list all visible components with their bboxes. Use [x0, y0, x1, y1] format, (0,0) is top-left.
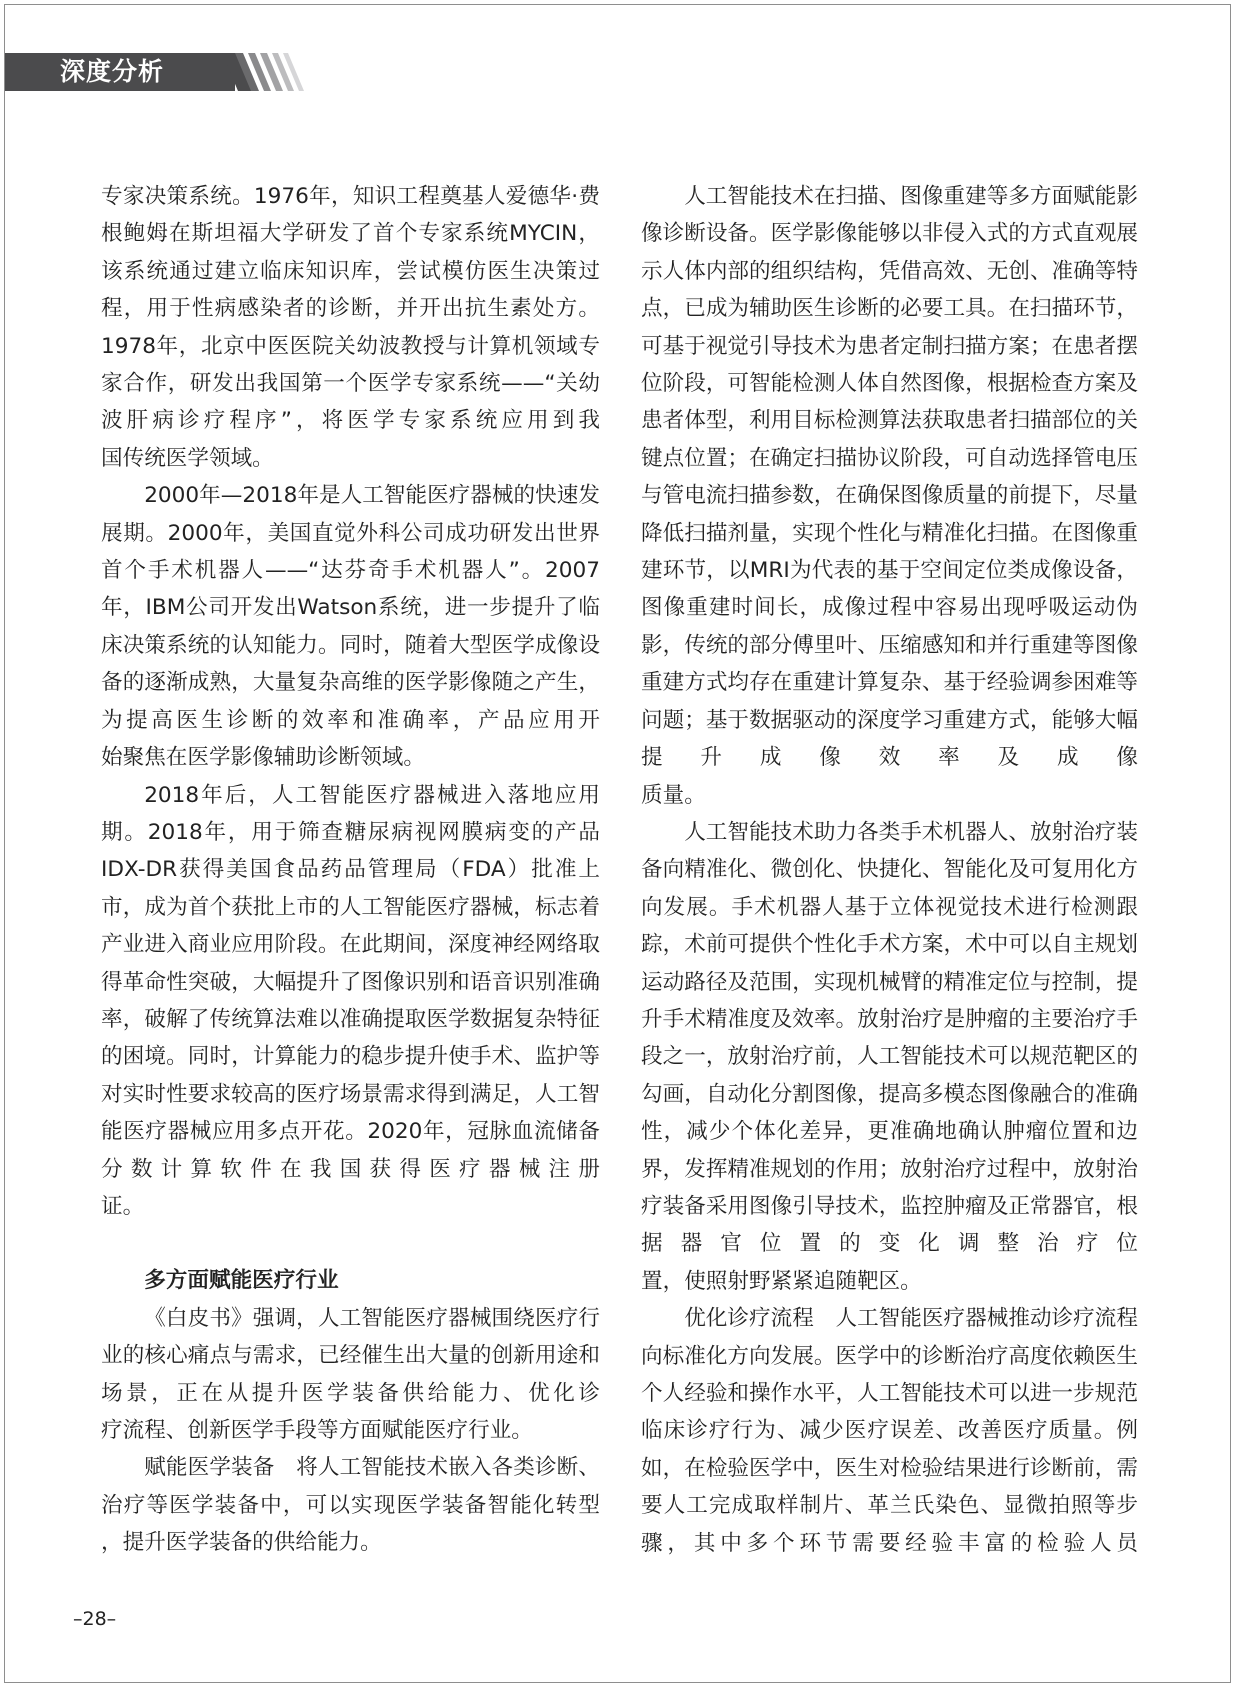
- section-heading: 多方面赋能医疗行业: [144, 1268, 339, 1294]
- text-line: 生个人经验和操作水平，人工智能技术可以进一步: [641, 1343, 1138, 1406]
- text-line: 化方向发展。手术机器人基于立体视觉技术进行检: [641, 857, 1138, 920]
- text-line: 生，为提高医生诊断的效率和准确率，产品应用开: [101, 670, 600, 733]
- text-line: 置，使照射野紧紧追随靶区。: [641, 1268, 922, 1294]
- text-line: 主要治疗手段之一，放射治疗前，人工智能技术可: [641, 1006, 1138, 1070]
- text-line: 质量的前提下，尽量降低扫描剂量，实现个性化与: [641, 483, 1138, 546]
- text-line: 国传统医学领域。: [101, 445, 274, 471]
- paragraph-5-end: [101, 1524, 600, 1561]
- text-line: 途和场景，正在从提升医学装备供给能力、优化诊: [101, 1343, 600, 1406]
- text-line: 杂特征的困境。同时，计算能力的稳步提升使手术: [101, 1006, 600, 1070]
- text-line: 向标准化方向发展。医学中的诊断治疗高度依赖医: [641, 1343, 1117, 1369]
- text-line: 确等特点，已成为辅助医生诊断的必要工具。在扫: [641, 258, 1138, 322]
- text-line: 专家决策系统。1976年，知识工程奠基人爱德华·: [101, 184, 579, 209]
- text-line: 质量。: [641, 782, 706, 808]
- text-line: ；在患者摆位阶段，可智能检测人体自然图像，根: [641, 333, 1138, 397]
- paragraph-4: [101, 1300, 600, 1412]
- text-line: 疗流程、创新医学手段等方面赋能医疗行业。: [101, 1418, 533, 1443]
- text-line: ，该系统通过建立临床知识库，尝试模仿医生决策: [101, 221, 600, 284]
- text-line: 复杂、基于经验调参困难等问题；基于数据驱动的: [641, 670, 1138, 733]
- paragraph-8: [641, 1300, 1138, 1562]
- text-line: 费根鲍姆在斯坦福大学研发了首个专家系统MYCIN: [101, 184, 600, 247]
- text-line: 产业进入商业应用阶段。在此期间，深度神经网络: [101, 932, 579, 958]
- paragraph-7-end: [641, 1263, 1138, 1300]
- text-line: 规范临床诊疗行为、减少医疗误差、改善医疗质量: [641, 1381, 1138, 1444]
- text-line: IDX-DR获得美国食品药品管理局（FDA）批准上市: [101, 857, 600, 920]
- text-line: 测跟踪，术前可提供个性化手术方案，术中可以自: [641, 894, 1138, 958]
- banner-stripes-decoration: [222, 53, 312, 91]
- paragraph-2: [101, 477, 600, 739]
- text-line: 准确率，破解了传统算法难以准确提取医学数据复: [101, 969, 600, 1032]
- text-line: 人工智能技术助力各类手术机器人、放射治疗: [684, 819, 1117, 845]
- text-line: 首个手术机器人——“达芬奇手术机器人”。2007: [101, 558, 600, 584]
- text-line: 空间定位类成像设备，图像重建时间长，成像过程: [641, 558, 1138, 621]
- text-line: 影像诊断设备。医学影像能够以非侵入式的方式直: [641, 184, 1138, 247]
- paragraph-3: [101, 777, 600, 1188]
- text-line: 装备向精准化、微创化、快捷化、智能化及可复用: [641, 819, 1138, 883]
- section-label: 深度分析: [60, 57, 165, 86]
- text-line: 可自动选择管电压与管电流扫描参数，在确保图像: [641, 445, 1138, 509]
- page-number: –28–: [73, 1608, 117, 1630]
- text-line: ，成为首个获批上市的人工智能医疗器械，标志着: [122, 894, 600, 920]
- text-line: 。2018年，用于筛查糖尿病视网膜病变的产品: [124, 819, 600, 845]
- text-line: 肿瘤及正常器官，根据器官位置的变化调整治疗位: [641, 1193, 1138, 1257]
- text-line: 主规划运动路径及范围，实现机械臂的精准定位与: [641, 932, 1138, 995]
- text-line: 者扫描部位的关键点位置；在确定扫描协议阶段，: [641, 408, 1138, 471]
- paragraph-3-end: [101, 1188, 600, 1225]
- text-line: 始聚焦在医学影像辅助诊断领域。: [101, 745, 425, 771]
- text-line: 2000年—2018年是人工智能医疗器械的快速发: [144, 483, 600, 509]
- text-line: 关幼波肝病诊疗程序”，将医学专家系统应用到我: [101, 371, 600, 434]
- text-line: 控制，提升手术精准度及效率。放射治疗是肿瘤的: [641, 969, 1138, 1032]
- text-line: 中容易出现呼吸运动伪影，传统的部分傅里叶、压: [641, 595, 1138, 658]
- paragraph-5: [101, 1449, 600, 1524]
- text-line: 。1978年，北京中医医院关幼波教授与计算机领域: [101, 296, 600, 359]
- paragraph-4-end: [101, 1412, 600, 1449]
- text-line: 治疗等医学装备中，可以实现医学装备智能化转型: [101, 1492, 600, 1518]
- paragraph-1: [101, 178, 600, 440]
- text-line: 2018年后，人工智能医疗器械进入落地应用期: [101, 782, 600, 845]
- text-line: 脉血流储备分数计算软件在我国获得医疗器械注册: [101, 1119, 600, 1182]
- text-line: 缩感知和并行重建等图像重建方式均存在重建计算: [641, 632, 1138, 696]
- text-line: 优化诊疗流程 人工智能医疗器械推动诊疗流程: [684, 1306, 1138, 1332]
- text-line: ，提升医学装备的供给能力。: [101, 1530, 382, 1556]
- paragraph-6-end: [641, 777, 1138, 814]
- text-line: 前，需要人工完成取样制片、革兰氏染色、显微拍: [641, 1455, 1138, 1519]
- text-line: 足，人工智能医疗器械应用多点开花。2020年，冠: [101, 1081, 600, 1145]
- text-line: 展期。2000年，美国直觉外科公司成功研发出世界: [101, 520, 600, 546]
- text-line: 以规范靶区的勾画，自动化分割图像，提高多模态: [641, 1044, 1138, 1107]
- text-line: 精准化扫描。在图像重建环节，以MRI为代表的基于: [641, 520, 1138, 584]
- text-line: 据检查方案及患者体型，利用目标检测算法获取患: [641, 371, 1138, 434]
- text-line: 观展示人体内部的组织结构，凭借高效、无创、准: [641, 221, 1138, 284]
- paragraph-2-end: [101, 739, 600, 776]
- right-text-column: [641, 178, 1138, 1562]
- text-line: 床决策系统的认知能力。同时，随着大型医学成像: [101, 632, 579, 658]
- text-line: 描环节，可基于视觉引导技术为患者定制扫描方案: [641, 296, 1138, 359]
- paragraph-7: [641, 814, 1138, 1263]
- text-line: 人工智能技术在扫描、图像重建等多方面赋能: [684, 184, 1117, 209]
- left-text-column: [101, 178, 600, 1562]
- text-line: 照等步骤，其中多个环节需要经验丰富的检验人员: [641, 1493, 1138, 1556]
- text-line: 。例如，在检验医学中，医生对检验结果进行诊断: [641, 1418, 1138, 1481]
- text-line: 图像融合的准确性，减少个体化差异，更准确地确: [641, 1081, 1138, 1145]
- paragraph-1-end: [101, 440, 600, 477]
- text-line: 、监护等对实时性要求较高的医疗场景需求得到满: [101, 1044, 600, 1107]
- paragraph-6: [641, 178, 1138, 777]
- text-line: 取得革命性突破，大幅提升了图像识别和语音识别: [101, 932, 600, 995]
- text-line: 证。: [101, 1193, 145, 1219]
- text-line: 疗过程中，放射治疗装备采用图像引导技术，监控: [641, 1156, 1138, 1219]
- text-line: 年，IBM公司开发出Watson系统，进一步提升了临: [101, 595, 600, 621]
- text-line: 《白皮书》强调，人工智能医疗器械围绕医疗: [144, 1305, 579, 1331]
- text-line: 过程，用于性病感染者的诊断，并开出抗生素处方: [101, 258, 600, 322]
- text-line: 认肿瘤位置和边界，发挥精准规划的作用；放射治: [641, 1119, 1138, 1182]
- text-line: 设备的逐渐成熟，大量复杂高维的医学影像随之产: [101, 632, 600, 696]
- text-line: 专家合作，研发出我国第一个医学专家系统——“: [101, 333, 600, 397]
- text-line: 深度学习重建方式，能够大幅提升成像效率及成像: [641, 707, 1138, 771]
- text-line: 赋能医学装备 将人工智能技术嵌入各类诊断、: [144, 1455, 600, 1481]
- text-line: 行业的核心痛点与需求，已经催生出大量的创新用: [101, 1305, 600, 1369]
